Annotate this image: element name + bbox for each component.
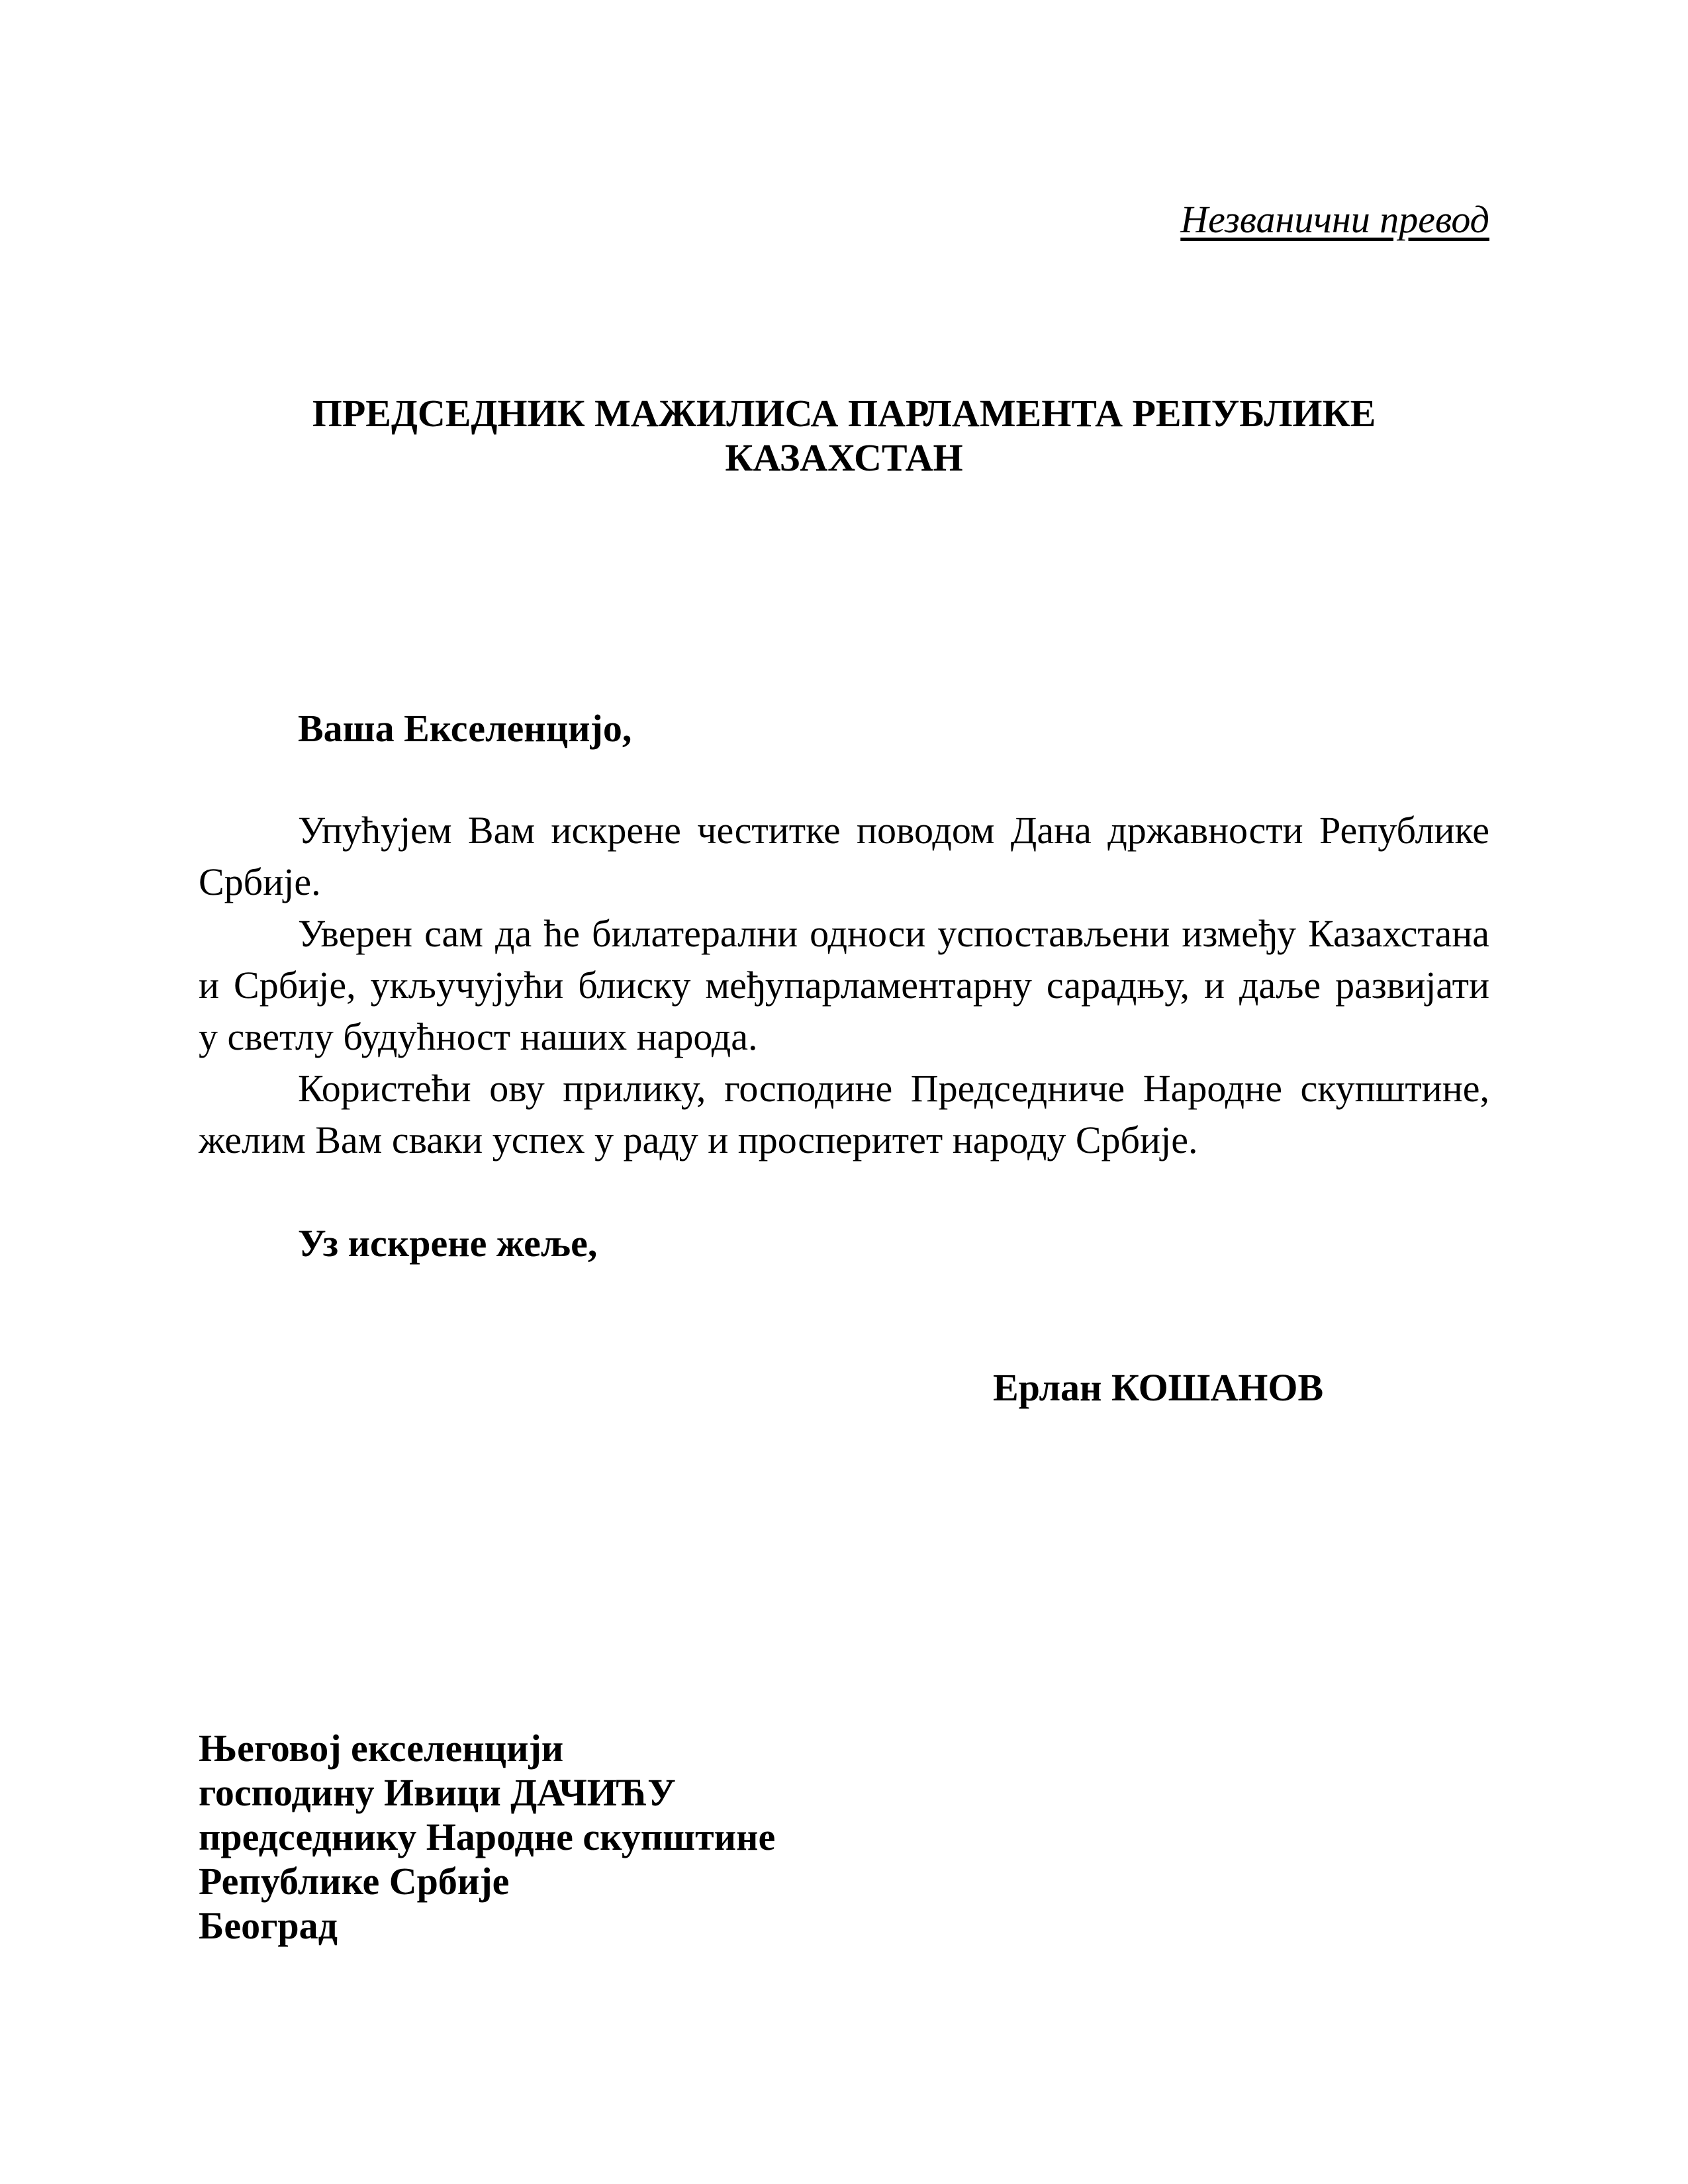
address-line-2: господину Ивици ДАЧИЋУ [199,1771,676,1814]
unofficial-translation-text: Незванични превод [1180,198,1489,241]
paragraph-3-line-2: желим Вам сваки успех у раду и просперитет народу Србије. [199,1118,1198,1161]
salutation: Ваша Екселенцијо, [298,707,632,750]
paragraph-2-line-2: и Србије, укључујући блиску међупарламентарну сарадњу, и даље развијати [199,964,1489,1007]
letter-title [199,391,1489,480]
address-line-1: Његовој екселенцији [199,1727,564,1770]
paragraph-1-line-1: Упућујем Вам искрене честитке поводом Дана државности Републике [298,809,1489,852]
letter-title-line-1: ПРЕДСЕДНИК МАЖИЛИСА ПАРЛАМЕНТА РЕПУБЛИКЕ [312,392,1376,435]
paragraph-3-line-1: Користећи ову прилику, господине Председниче Народне скупштине, [298,1067,1489,1110]
letter-title-line-2: КАЗАХСТАН [725,436,963,479]
paragraph-2-line-3: у светлу будућност наших народа. [199,1015,758,1058]
paragraph-2-line-1: Уверен сам да ће билатерални односи успостављени између Казахстана [298,912,1489,955]
unofficial-translation-note [199,197,1489,242]
address-line-5: Београд [199,1904,338,1947]
address-line-3: председнику Народне скупштине [199,1815,776,1858]
paragraph-1-line-2: Србије. [199,860,321,903]
closing-phrase: Уз искрене жеље, [298,1222,598,1265]
signature-name: Ерлан КОШАНОВ [993,1366,1324,1409]
letter-body [199,805,1489,1166]
recipient-address-block [199,1726,775,1948]
address-line-4: Републике Србије [199,1860,510,1903]
